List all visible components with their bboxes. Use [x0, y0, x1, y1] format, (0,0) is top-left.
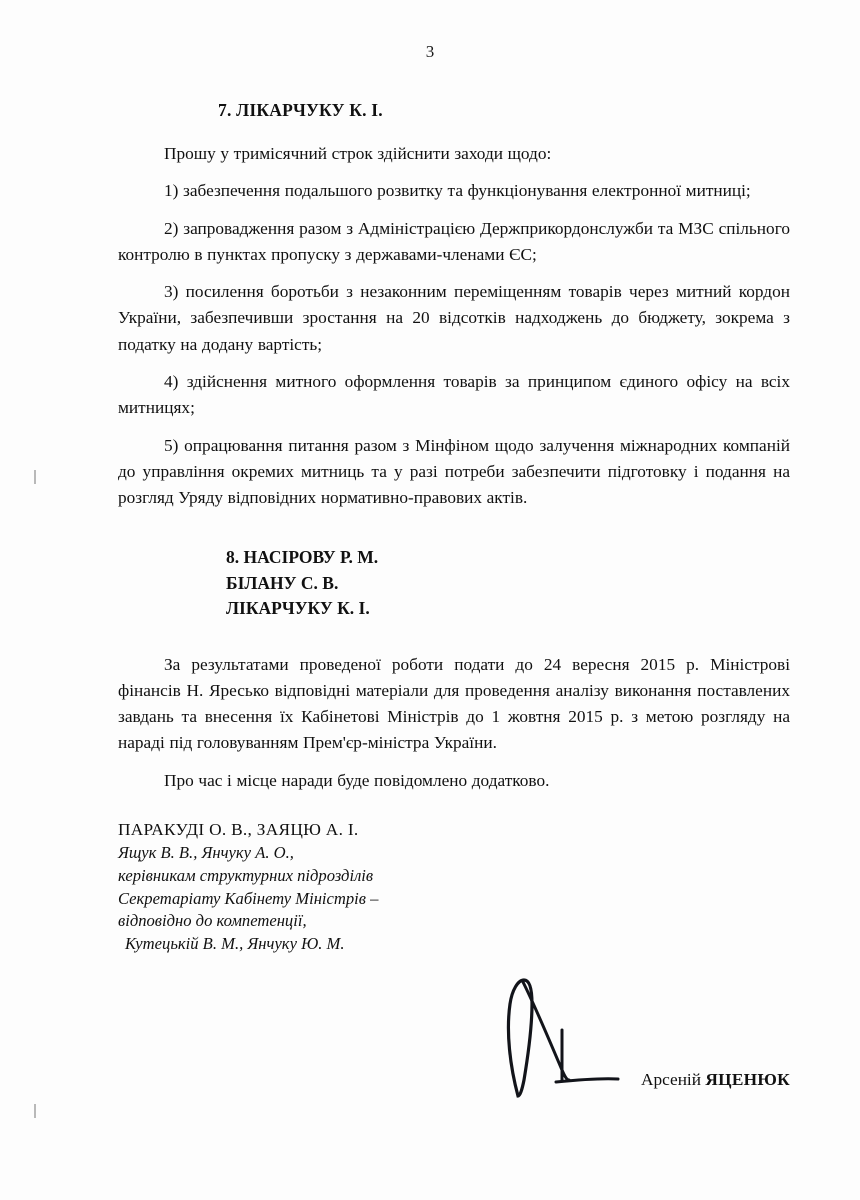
section-8-heading-line-2: БІЛАНУ С. В. — [226, 572, 339, 593]
scan-edge-mark — [34, 1104, 36, 1118]
distribution-line-5: відповідно до компетенції, — [118, 911, 307, 931]
section-7-item-4: 4) здійснення митного оформлення товарів за принципом єдиного офісу на всіх митницях; — [118, 371, 790, 418]
document-body — [118, 100, 790, 1106]
section-8-heading-line-1: 8. НАСІРОВУ Р. М. — [226, 547, 379, 568]
signer-name — [641, 1070, 790, 1090]
section-7-heading: 7. ЛІКАРЧУКУ К. І. — [218, 100, 383, 120]
signer-first-name: Арсеній — [641, 1070, 706, 1090]
distribution-line-3: керівникам структурних підрозділів — [118, 865, 374, 885]
distribution-line-2: Ящук В. В., Янчуку А. О., — [118, 842, 294, 862]
scan-edge-mark — [34, 470, 36, 484]
signer-last-name: ЯЦЕНЮК — [705, 1070, 790, 1090]
section-7-item-1: 1) забезпечення подальшого розвитку та функціонування електронної митниці; — [164, 181, 751, 201]
section-8-heading — [118, 545, 790, 621]
section-7-item-5: 5) опрацювання питання разом з Мінфіном щодо залучення міжнародних компаній до управління окремих митниць та у разі потреби забезпечити підготовку і подання на розгляд Уряду відповідних нормативно-правових актів. — [118, 435, 790, 508]
section-7-item-2: 2) запровадження разом з Адміністрацією Держприкордонслужби та МЗС спільного контролю в пунктах пропуску з державами-членами ЄС; — [118, 218, 790, 264]
section-7-intro: Прошу у тримісячний строк здійснити заходи щодо: — [164, 144, 552, 163]
section-7-item-3: 3) посилення боротьби з незаконним переміщенням товарів через митний кордон України, забезпечивши зростання на 20 відсотків надходжень до бюджету, зокрема з податку на додану вартість; — [118, 282, 790, 354]
signature-area — [118, 966, 790, 1106]
distribution-list — [118, 818, 790, 956]
section-8-paragraph-1: За результатами проведеної роботи подати до 24 вересня 2015 р. Міністрові фінансів Н. Яресько відповідні матеріали для проведення аналізу виконання поставлених завдань та внесення їх Кабінетові Міністрів до 1 жовтня 2015 р. з метою розгляду на нараді під головуванням Прем'єр-міністра України. — [118, 654, 790, 753]
page-number: 3 — [425, 42, 435, 61]
section-8-paragraph-2: Про час і місце наради буде повідомлено додатково. — [164, 770, 550, 790]
distribution-line-6: Кутецькій В. М., Янчуку Ю. М. — [125, 934, 345, 954]
distribution-line-4: Секретаріату Кабінету Міністрів – — [118, 888, 379, 908]
distribution-line-1: ПАРАКУДІ О. В., ЗАЯЦЮ А. І. — [118, 819, 359, 839]
section-8-heading-line-3: ЛІКАРЧУКУ К. І. — [226, 598, 370, 619]
